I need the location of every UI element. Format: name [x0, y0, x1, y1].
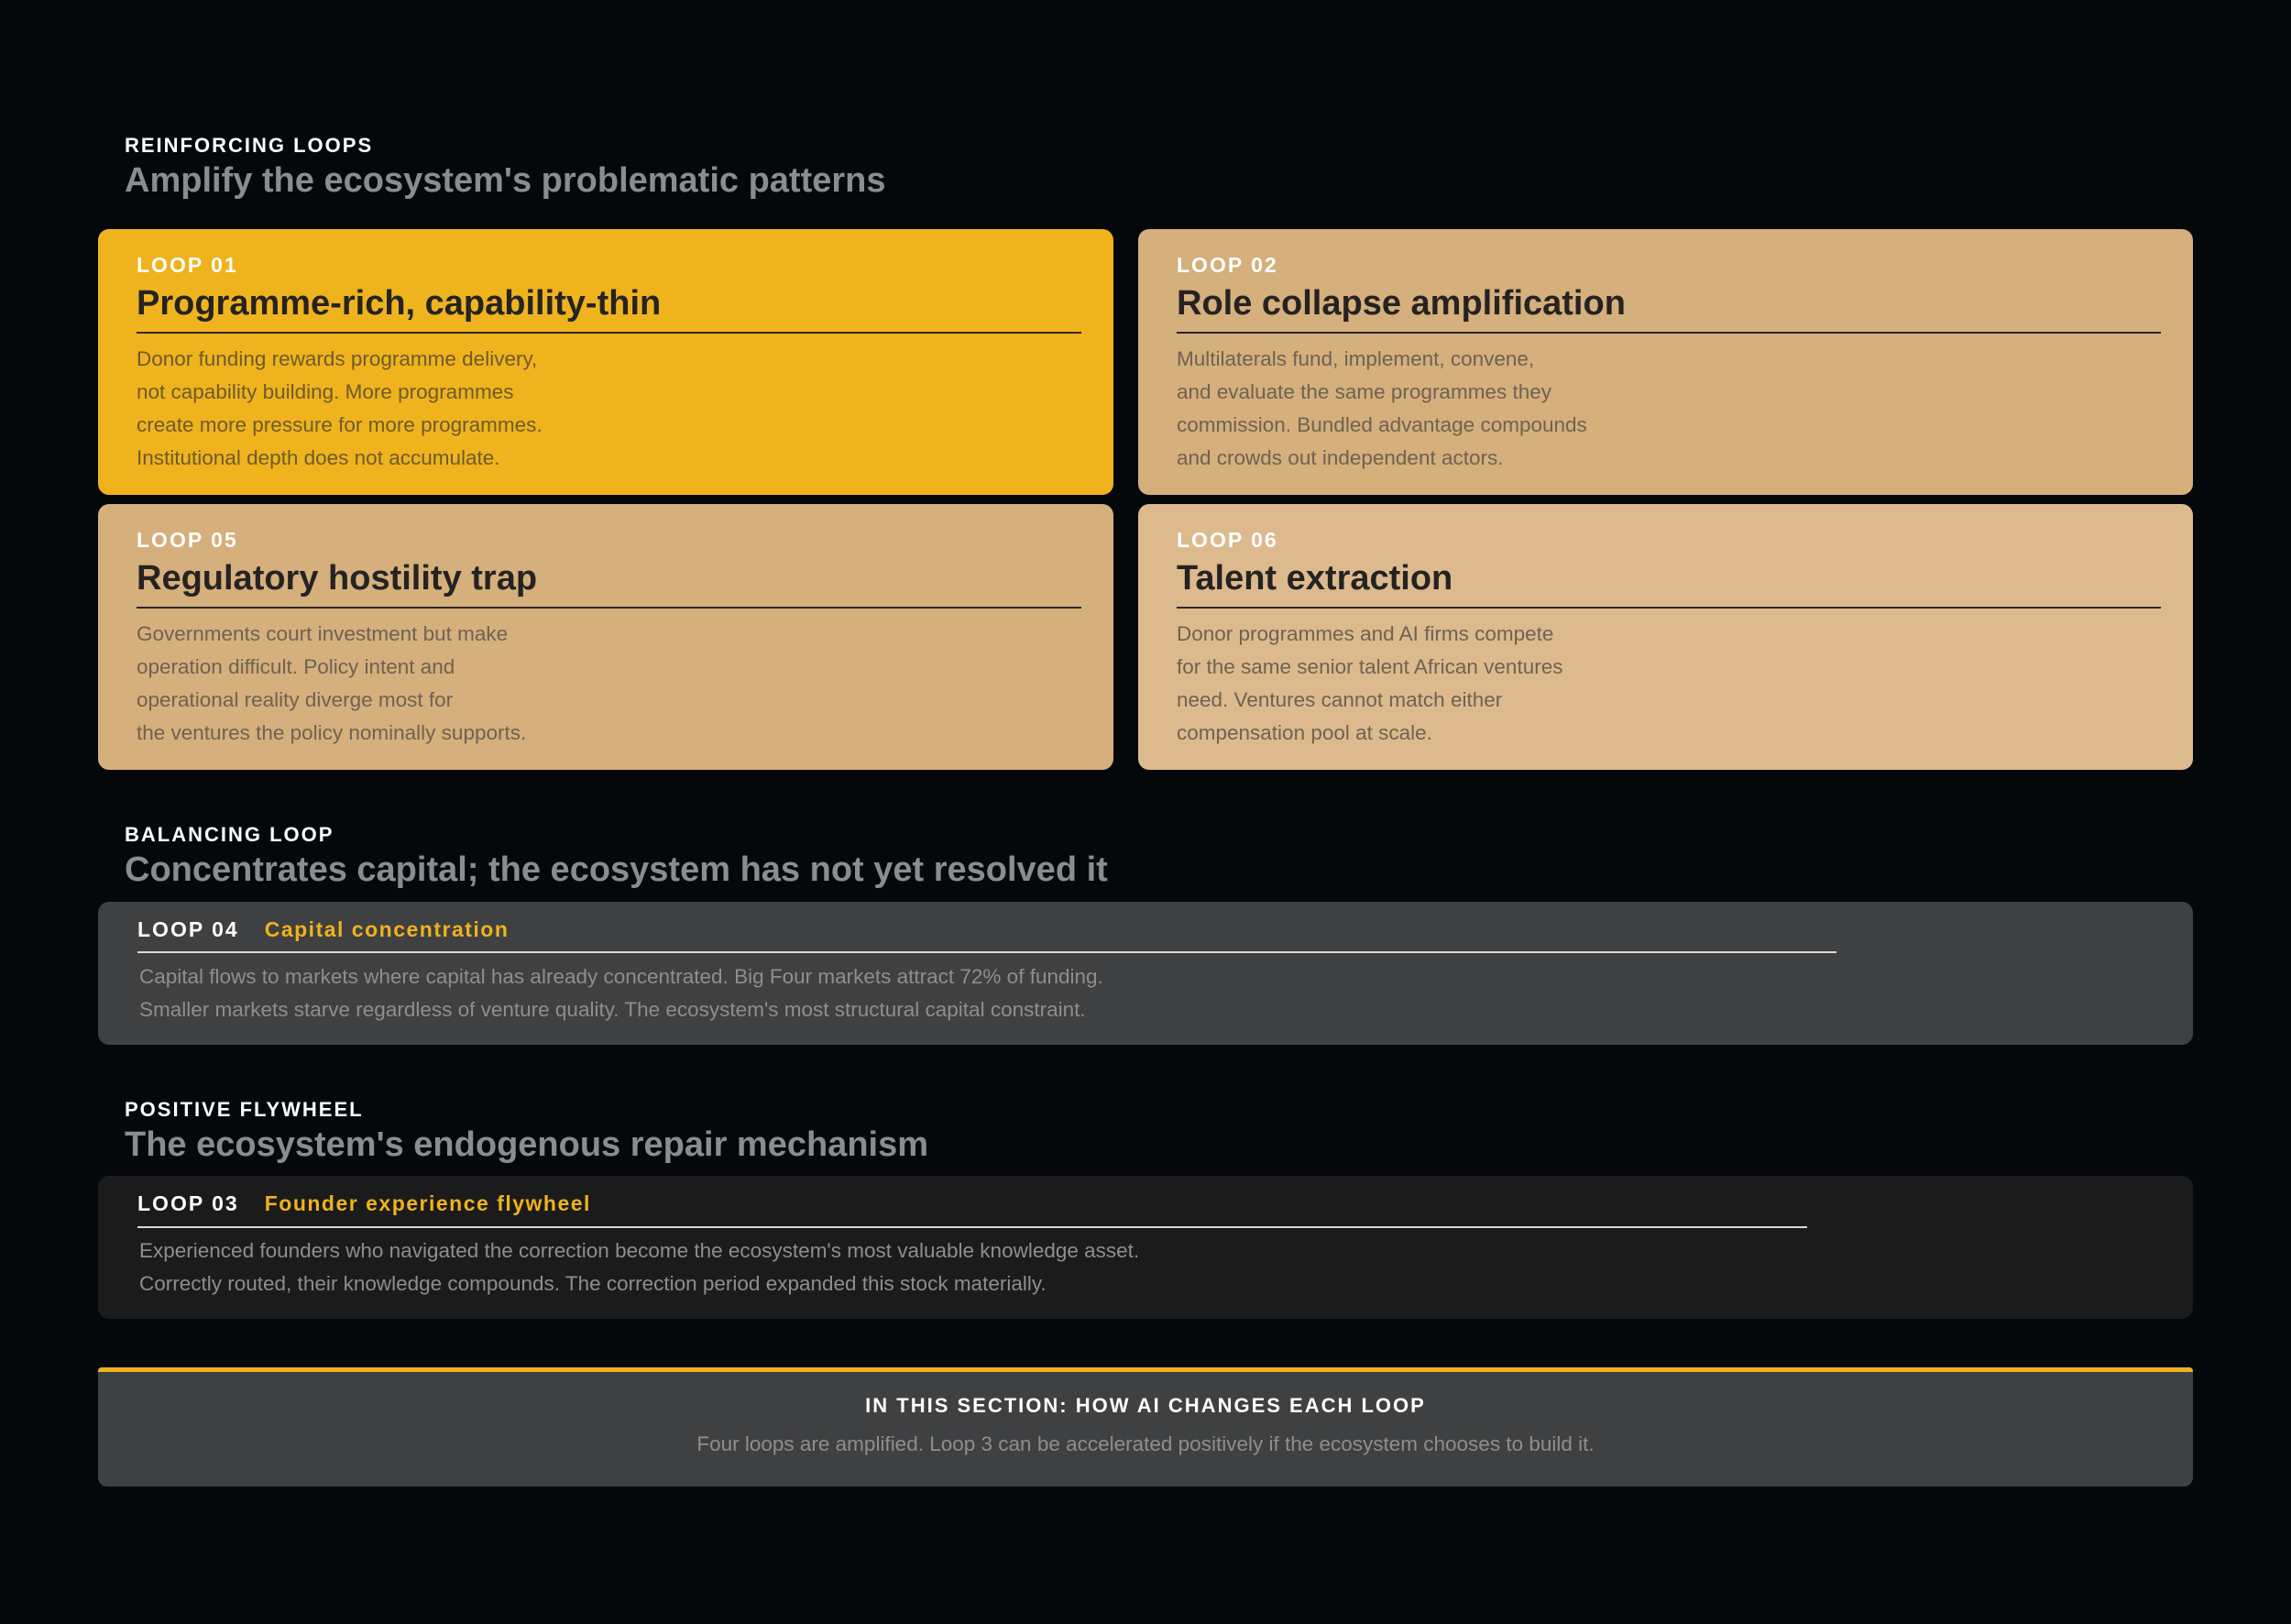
loop-01-description	[137, 343, 650, 475]
loop-03-description	[139, 1234, 1139, 1300]
loop-04-divider	[137, 951, 1836, 953]
loop-02-label: LOOP 02	[1177, 253, 1278, 277]
loop-05-label: LOOP 05	[137, 528, 238, 552]
loop-05-line: operation difficult. Policy intent and	[137, 655, 455, 678]
loop-06-card	[1138, 504, 2193, 770]
loop-05-line: Governments court investment but make	[137, 622, 509, 645]
loop-05-line: operational reality diverge most for	[137, 688, 454, 711]
balancing-subtitle: Concentrates capital; the ecosystem has not yet resolved it	[125, 850, 1108, 889]
loop-04-number: LOOP 04	[137, 917, 239, 941]
loop-05-title: Regulatory hostility trap	[137, 555, 1081, 609]
loop-01-title: Programme-rich, capability-thin	[137, 280, 1081, 334]
loop-02-line: commission. Bundled advantage compounds	[1177, 413, 1587, 436]
balancing-header	[125, 823, 1108, 891]
loop-01-label: LOOP 01	[137, 253, 238, 277]
loop-02-line: and crowds out independent actors.	[1177, 446, 1504, 469]
loop-01-line: not capability building. More programmes	[137, 380, 514, 403]
loop-06-line: for the same senior talent African ventures	[1177, 655, 1563, 678]
loop-03-number: LOOP 03	[137, 1191, 239, 1215]
flywheel-header	[125, 1098, 928, 1166]
loop-04-panel	[98, 902, 2193, 1045]
loop-03-heading	[137, 1191, 591, 1216]
loop-06-description	[1177, 618, 1690, 750]
loop-02-title: Role collapse amplification	[1177, 280, 2161, 334]
loop-06-label: LOOP 06	[1177, 528, 1278, 552]
loop-05-line: the ventures the policy nominally supports.	[137, 721, 527, 744]
loop-04-heading	[137, 917, 509, 942]
banner-title: IN THIS SECTION: HOW AI CHANGES EACH LOOP	[865, 1394, 1426, 1417]
loop-06-line: compensation pool at scale.	[1177, 721, 1432, 744]
balancing-eyebrow: BALANCING LOOP	[125, 823, 334, 846]
loop-06-line: Donor programmes and AI firms compete	[1177, 622, 1554, 645]
loop-05-card	[98, 504, 1113, 770]
loop-01-line: Institutional depth does not accumulate.	[137, 446, 500, 469]
loop-04-line: Smaller markets starve regardless of venture quality. The ecosystem's most structural capital constraint.	[139, 998, 1086, 1021]
reinforcing-eyebrow: REINFORCING LOOPS	[125, 134, 374, 157]
loop-02-description	[1177, 343, 1690, 475]
loop-03-name: Founder experience flywheel	[264, 1191, 591, 1215]
loop-06-title: Talent extraction	[1177, 555, 2161, 609]
flywheel-eyebrow: POSITIVE FLYWHEEL	[125, 1098, 364, 1121]
loop-02-line: Multilaterals fund, implement, convene,	[1177, 347, 1535, 370]
loop-02-line: and evaluate the same programmes they	[1177, 380, 1551, 403]
loop-04-name: Capital concentration	[264, 917, 510, 941]
loop-02-card	[1138, 229, 2193, 495]
banner-text: Four loops are amplified. Loop 3 can be accelerated positively if the ecosystem chooses to build it.	[696, 1432, 1595, 1455]
loop-05-description	[137, 618, 650, 750]
loop-03-panel	[98, 1176, 2193, 1319]
loop-06-line: need. Ventures cannot match either	[1177, 688, 1503, 711]
loop-03-divider	[137, 1226, 1807, 1228]
loop-03-line: Experienced founders who navigated the correction become the ecosystem's most valuable knowledge asset.	[139, 1239, 1140, 1262]
flywheel-subtitle: The ecosystem's endogenous repair mechanism	[125, 1125, 929, 1164]
loop-03-line: Correctly routed, their knowledge compounds. The correction period expanded this stock materially.	[139, 1272, 1047, 1295]
loop-04-line: Capital flows to markets where capital has already concentrated. Big Four markets attract 72% of funding.	[139, 965, 1103, 988]
reinforcing-subtitle: Amplify the ecosystem's problematic patterns	[125, 161, 886, 200]
loop-04-description	[139, 960, 1103, 1026]
loop-01-line: create more pressure for more programmes.	[137, 413, 543, 436]
section-summary-banner	[98, 1367, 2193, 1487]
loop-01-line: Donor funding rewards programme delivery,	[137, 347, 538, 370]
loop-01-card	[98, 229, 1113, 495]
reinforcing-header	[125, 134, 886, 202]
